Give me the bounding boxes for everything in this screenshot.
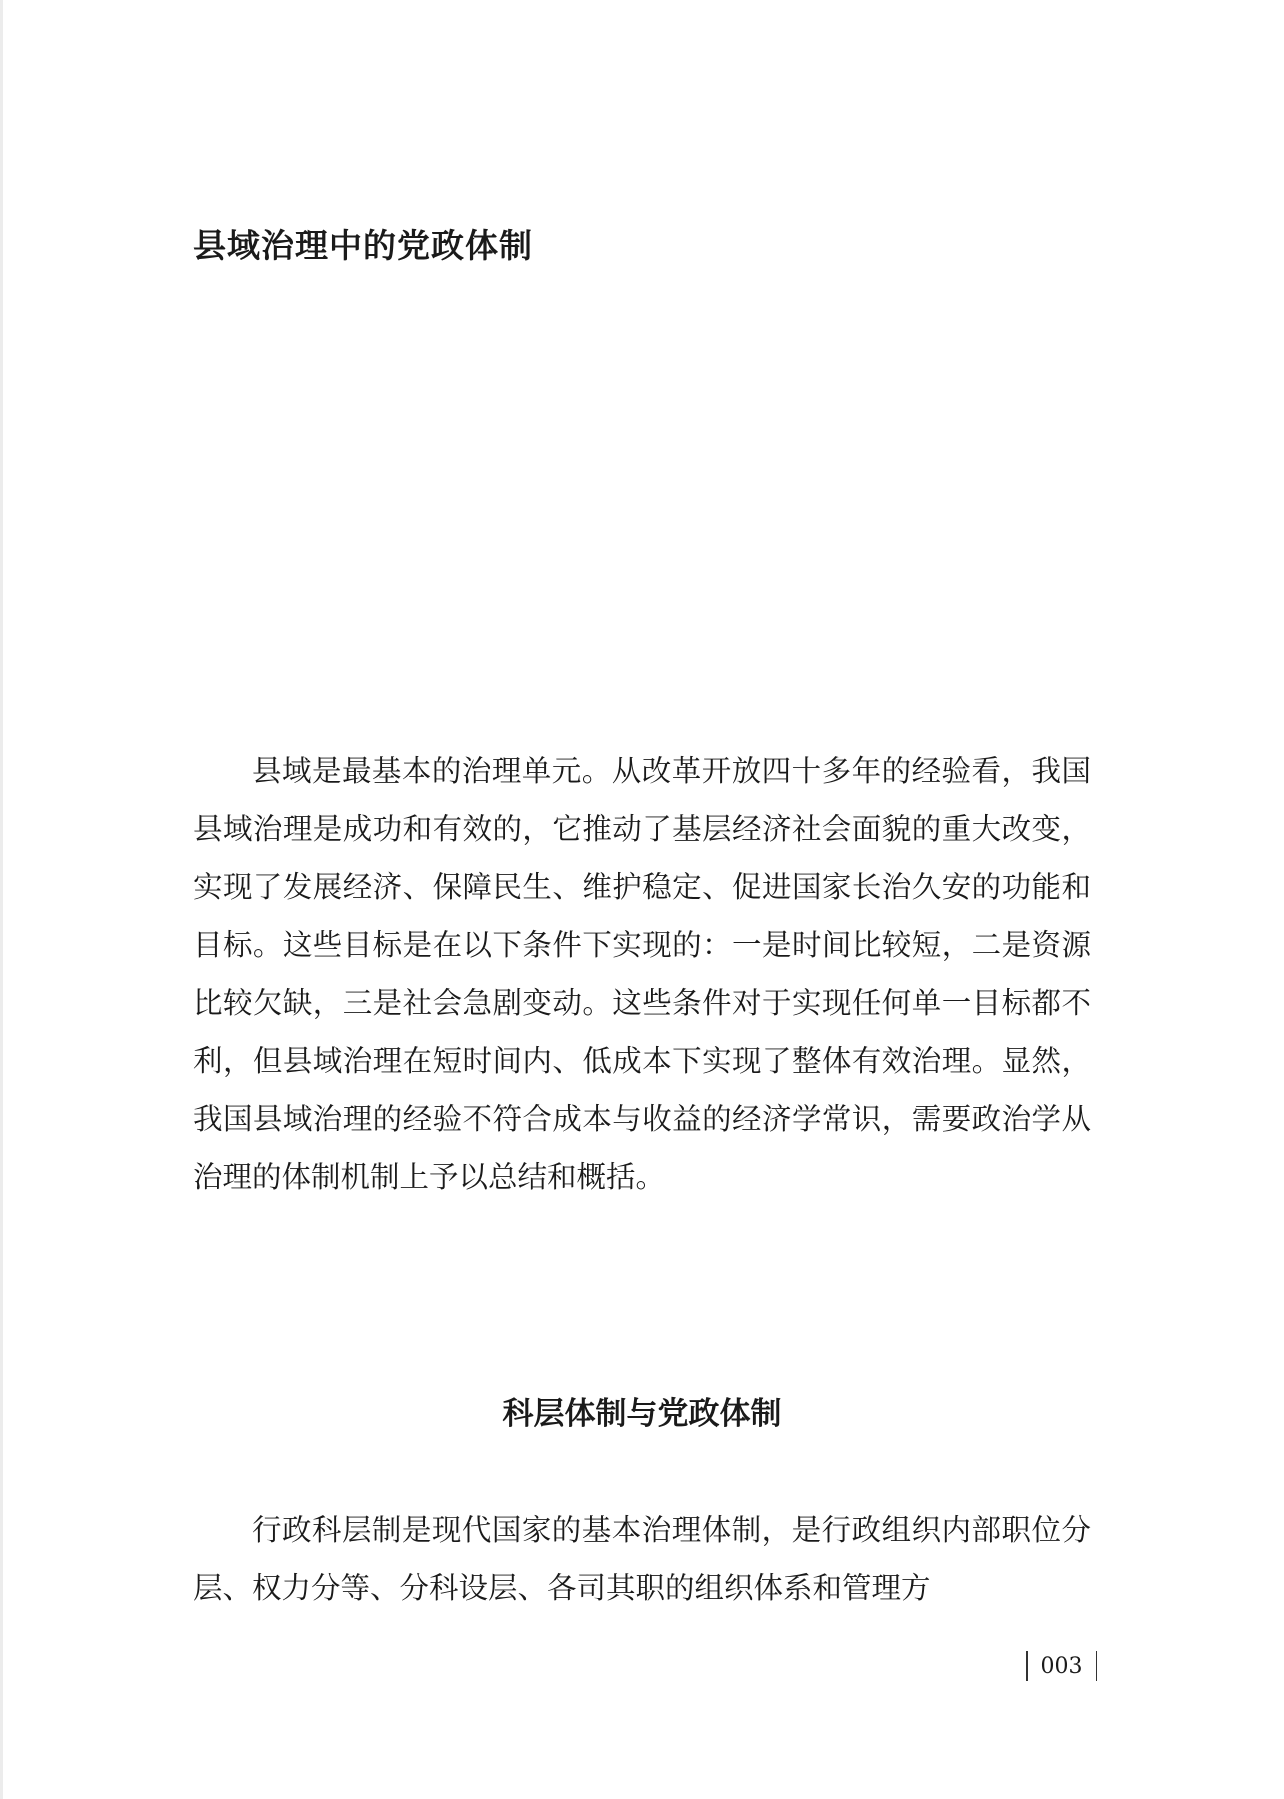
page-edge (0, 0, 3, 1799)
section-heading: 科层体制与党政体制 (502, 1396, 782, 1432)
page-number (1026, 1650, 1097, 1682)
page-number-right-rule (1096, 1651, 1098, 1681)
body-paragraph-2: 行政科层制是现代国家的基本治理体制，是行政组织内部职位分层、权力分等、分科设层、各司其职的组织体系和管理方 (193, 1513, 1091, 1605)
chapter-title: 县域治理中的党政体制 (193, 226, 533, 265)
body-paragraph-1: 县域是最基本的治理单元。从改革开放四十多年的经验看，我国县域治理是成功和有效的，它推动了基层经济社会面貌的重大改变，实现了发展经济、保障民生、维护稳定、促进国家长治久安的功能和目标。这些目标是在以下条件下实现的：一是时间比较短，二是资源比较欠缺，三是社会急剧变动。这些条件对于实现任何单一目标都不利，但县域治理在短时间内、低成本下实现了整体有效治理。显然，我国县域治理的经验不符合成本与收益的经济学常识，需要政治学从治理的体制机制上予以总结和概括。 (193, 754, 1091, 1194)
page-number-value: 003 (1040, 1653, 1083, 1679)
